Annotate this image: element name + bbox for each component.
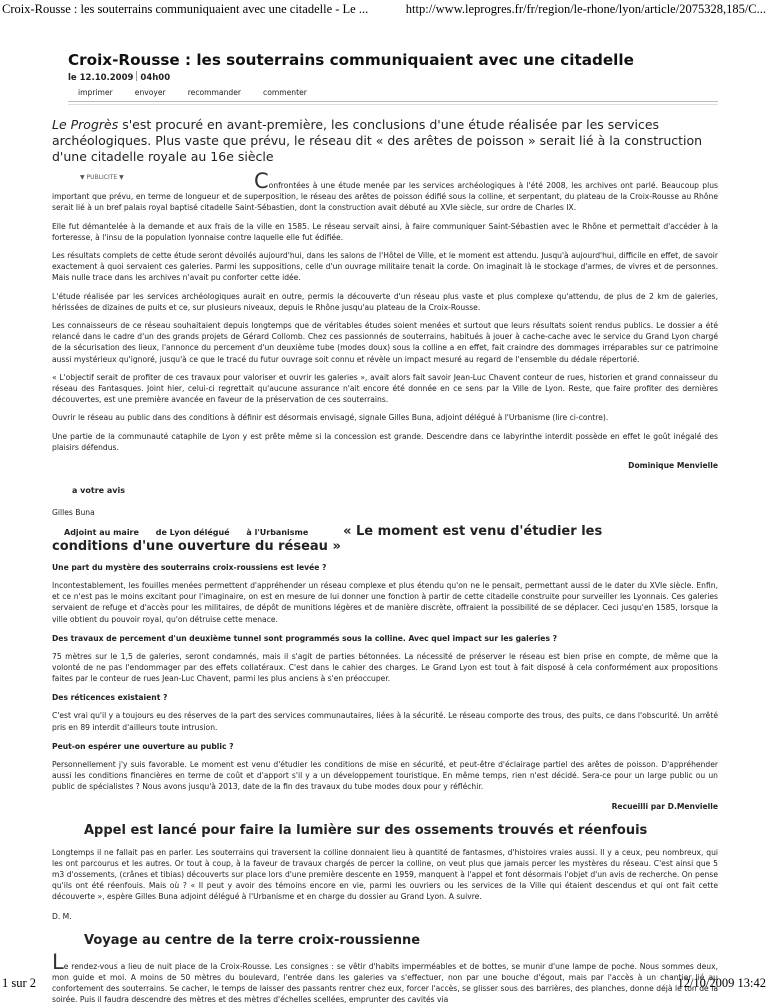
article-signature: Dominique Menvielle [628, 461, 718, 471]
article-tools [78, 88, 718, 97]
interview-question: Des travaux de percement d'un deuxième tunnel sont programmés sous la colline. Avec quel impact sur les galeries ? [52, 633, 558, 643]
paragraph: Les résultats complets de cette étude seront dévoilés aujourd'hui, dans les salons de l'Hôtel de Ville, et le moment est attendu. Jusqu'à aujourd'hui, difficile en effet, de savoir exactement à quoi servaient ces galeries. Parmi les suppositions, celle d'un ouvrage militaire tenait la corde. On imaginait là le stockage d'armes, de vivres et de personnes. Mais nulle trace dans les archives n'avait pu conforter cette idée. [52, 251, 718, 283]
article-meta [68, 71, 718, 83]
drop-cap: L [52, 949, 64, 974]
print-link[interactable]: imprimer [78, 88, 113, 97]
paragraph: Elle fut démantelée à la demande et aux frais de la ville en 1585. Le réseau servait ainsi, à faire communiquer Saint-Sébastien avec le Rhône et permettait d'accéder à la forteresse, à l'insu de la population lyonnaise contre laquelle elle fut édifiée. [52, 221, 718, 242]
send-link[interactable]: envoyer [134, 88, 166, 97]
interview-headline-part1: « Le moment est venu d'étudier les [343, 524, 603, 540]
sidebar-author: D. M. [52, 911, 72, 921]
print-datetime: 12/10/2009 13:42 [677, 976, 766, 990]
interview-question: Une part du mystère des souterrains croix-roussiens est levée ? [52, 563, 327, 573]
paragraph: Ouvrir le réseau au public dans des conditions à définir est désormais envisagé, signale Gilles Buna, adjoint délégué à l'Urbanisme (lire ci-contre). [52, 413, 609, 423]
sidebar-text-bones: Longtemps il ne fallait pas en parler. Les souterrains qui traversent la colline donnaient lieu à quantité de fantasmes, d'histoires vraies aussi. Il y a ceux, peu nombreux, qui les ont parcourus et les autres. Or tout à coup, à la faveur de travaux chargés de percer la colline, on veut plus que jamais percer les mystères du réseau. C'est ainsi que 5 m3 d'ossements, (crânes et tibias) découverts sur place lors d'une première descente en 1959, manquent à l'appel et font désormais l'objet d'un avis de recherche. On pense qu'ils ont été réenfouis. Mais où ? « Il peut y avoir des témoins encore en vie, parmi les ouvriers ou les services de la Ville qui étaient descendus et qui ont fait cette découverte », espère Gilles Buna adjoint délégué à l'Urbanisme et en charge du dossier au Grand Lyon. A suivre. [52, 847, 718, 902]
sidebar-text-voyage-body: e rendez-vous a lieu de nuit place de la Croix-Rousse. Les consignes : se vêtir d'habits imperméables et de bottes, se munir d'une lampe de poche. Nous sommes deux, mon guide et moi. A moins de 50 mètres du boulevard, l'entrée dans les galeries va s'effectuer, non par une bouche d'égout, mais par l'accès à un chantier lié au confortement des souterrains. Se cacher, le temps de laisser des passants rentrer chez eux, forcer l'accès, se glisser sous des barrières, des planches, donne déjà le ton de la soirée. Puis il faudra descendre des mètres et des mètres d'échelles scellées, emprunter des cavités via [52, 961, 718, 1005]
print-page-title: Croix-Rousse : les souterrains communiquaient avec une citadelle - Le ... [2, 2, 369, 16]
print-header [2, 2, 766, 18]
interview-credit: Recueilli par D.Menvielle [611, 801, 718, 811]
interviewee-name: Gilles Buna [52, 508, 95, 518]
recommend-link[interactable]: recommander [187, 88, 242, 97]
interview-answer: Personnellement j'y suis favorable. Le moment est venu d'étudier les conditions de mise en sécurité, et peut-être d'éclairage partiel des arêtes de poisson. D'appréhender aussi les conditions financières en terme de coût et d'apport s'il y a un développement touristique. En même temps, rien n'est décidé. Sera-ce pour un large public ou un public de spécialistes ? Nous avons jusqu'à 2013, date de la fin des travaux du tube modes doux pour y réfléchir. [52, 759, 718, 792]
ad-label: ▼ PUBLICITE ▼ [80, 174, 124, 181]
sidebar-title-voyage: Voyage au centre de la terre croix-roussienne [84, 932, 421, 948]
paragraph: Les connaisseurs de ce réseau souhaitaient depuis longtemps que de véritables études soient menées et surtout que leurs résultats soient rendus publics. Le dossier a été relancé dans le cadre d'un des grands projets de Gérard Collomb. Chez ces passionnés de souterrains, habitués à jouer à cache-cache avec le service du Grand Lyon chargé de la sécurisation des lieux, l'annonce du percement d'un deuxième tube (modes doux) sous la colline a en effet, fait craindre des dommages irréparables sur ce patrimoine aussi mystérieux qu'ignoré, jusqu'à ce que le tracé du futur ouvrage soit connu et révèle un impact mesuré au regard de l'ensemble du dédale répertorié. [52, 321, 718, 364]
role-line: à l'Urbanisme [246, 528, 309, 538]
paragraph: « L'objectif serait de profiter de ces travaux pour valoriser et ouvrir les galeries », avait alors fait savoir Jean-Luc Chavent conteur de rues, historien et grand connaisseur du réseau des Fantasques. Joint hier, celui-ci regrettait qu'aucune assurance n'ait encore été donnée en ce sens par la Ville de Lyon. Reste, que faire profiter des dernières découvertes, est une première avancée en faveur de la préservation de ces souterrains. [52, 372, 718, 405]
page-count: 1 sur 2 [2, 976, 37, 990]
interview-question: Des réticences existaient ? [52, 693, 168, 703]
paragraph: Une partie de la communauté cataphile de Lyon y est prête même si la concession est grande. Descendre dans ce labyrinthe interdit possède en effet le goût inégalé des plaisirs défendus. [52, 431, 718, 452]
drop-cap: C [254, 169, 269, 193]
role-line: de Lyon délégué [155, 528, 230, 538]
article-title: Croix-Rousse : les souterrains communiquaient avec une citadelle [68, 51, 634, 69]
meta-divider [136, 71, 137, 81]
comment-link[interactable]: commenter [263, 88, 307, 97]
article-time: 04h00 [140, 73, 171, 83]
print-page-url: http://www.leprogres.fr/fr/region/le-rhone/lyon/article/2075328,185/C... [405, 2, 766, 16]
interviewee-roles [64, 524, 718, 539]
paragraph: L'étude réalisée par les services archéologiques aurait en outre, permis la découverte d'un réseau plus vaste et plus complexe qu'attendu, de plus de 2 km de galeries, hérissées de dizaines de puits et ce, sur plusieurs niveaux, depuis le Rhône jusqu'au plateau de la Croix-Rousse. [52, 291, 718, 312]
lead-source: Le Progrès [52, 117, 119, 132]
ad-label-text: PUBLICITE [86, 174, 118, 181]
divider [68, 104, 718, 105]
interview-answer: C'est vrai qu'il y a toujours eu des réserves de la part des services communautaires, liées à la sécurité. Le réseau comporte des trous, des puits, ce dans l'obscurité. Un arrêté pris en 89 interdit d'ailleurs toute intrusion. [52, 711, 718, 732]
interview-answer: Incontestablement, les fouilles menées permettent d'appréhender un réseau complexe et plus étendu qu'on ne le pensait, permettant aussi de le dater du XVIe siècle. Enfin, et ce n'est pas le moins excitant pour l'imaginaire, on est en mesure de lui donner une fonction à partir de cette citadelle construite pour surveiller les Lyonnais. Ces galeries servaient de refuge et d'accès pour les militaires, de dépôt de munitions légères et de manière discrète, offraient la possibilité de se déplacer. Ceci jusqu'en 1585, lorsque la ville obtient du pouvoir royal, qu'on détruise cette menace. [52, 581, 718, 624]
interview-answer: 75 mètres sur le 1,5 de galeries, seront condamnés, mais il s'agit de parties bétonnées. La nécessité de préserver le réseau est bien prise en compte, de même que la volonté de ne pas l'endommager par des effets collatéraux. C'est dans le cahier des charges. Le Grand Lyon est tout à fait disposé à cela conformément aux propositions faites par le conteur de rues Jean-Luc Chavent, parmi les plus anciens à s'en préoccuper. [52, 651, 718, 684]
article [52, 50, 718, 1005]
sidebar-title-bones: Appel est lancé pour faire la lumière sur des ossements trouvés et réenfouis [84, 822, 648, 838]
divider [68, 101, 718, 102]
first-paragraph-text: onfrontées à une étude menée par les services archéologiques à l'été 2008, les archives ont parlé. Beaucoup plus important que prévu, en terme de longueur et de superposition, le réseau des arêtes de poisson édifié sous la colline, et serpentant, du plateau de la Croix-Rousse au Rhône serait lié à un bref palais royal baptisé citadelle Saint-Sébastien, dont la construction avait débuté au XVIe siècle, sur ordre de Charles IX. [52, 181, 718, 213]
article-date: le 12.10.2009 [68, 73, 134, 83]
role-line: Adjoint au maire [64, 528, 139, 538]
print-footer [2, 976, 766, 992]
article-lead [52, 117, 718, 165]
interview-question: Peut-on espérer une ouverture au public ? [52, 741, 234, 751]
first-paragraph [52, 169, 718, 214]
interview-headline-part2: conditions d'une ouverture du réseau » [52, 539, 341, 555]
interview-section-label: a votre avis [72, 486, 125, 496]
lead-text: s'est procuré en avant-première, les conclusions d'une étude réalisée par les services archéologiques. Plus vaste que prévu, le réseau dit « des arêtes de poisson » serait lié à la construction d'une citadelle royale au 16e siècle [52, 117, 703, 164]
